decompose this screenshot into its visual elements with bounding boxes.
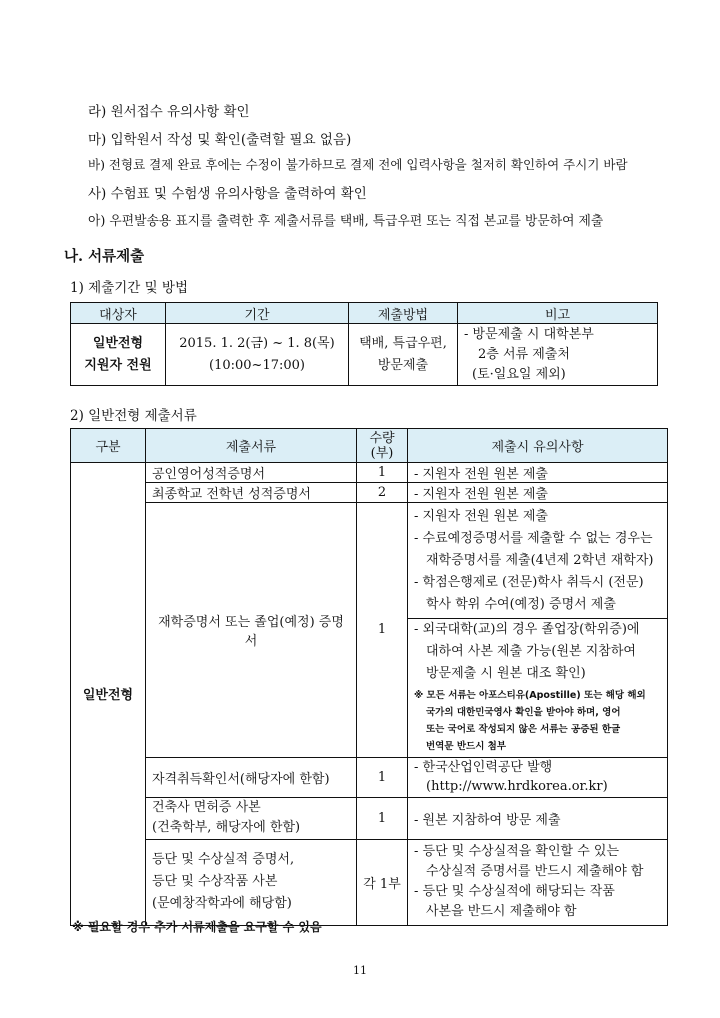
col-period: 기간 bbox=[166, 303, 349, 324]
target-cell: 일반전형 지원자 전원 bbox=[71, 324, 166, 386]
doc-cell: 건축사 면허증 사본 (건축학부, 해당자에 한함) bbox=[146, 797, 357, 839]
note-cell: - 등단 및 수상실적을 확인할 수 있는 수상실적 증명서를 반드시 제출해야 함 - 등단 및 수상실적에 해당되는 작품 사본을 반드시 제출해야 함 bbox=[408, 839, 668, 925]
doc-cell: 최종학교 전학년 성적증명서 bbox=[146, 483, 357, 503]
count-cell: 1 bbox=[357, 797, 408, 839]
col-notes: 제출시 유의사항 bbox=[408, 429, 668, 463]
note-cell: - 지원자 전원 원본 제출 bbox=[408, 483, 668, 503]
doc-cell: 재학증명서 또는 졸업(예정) 증명서 bbox=[146, 503, 357, 758]
table-row bbox=[71, 503, 668, 619]
item-sa: 사) 수험표 및 수험생 유의사항을 출력하여 확인 bbox=[88, 186, 367, 202]
note-cell: - 원본 지참하여 방문 제출 bbox=[408, 797, 668, 839]
subheading-1: 1) 제출기간 및 방법 bbox=[70, 280, 189, 296]
item-ma: 마) 입학원서 작성 및 확인(출력할 필요 없음) bbox=[88, 132, 352, 148]
note-cell: - 외국대학(교)의 경우 졸업장(학위증)에 대하여 사본 제출 가능(원본 지참하여 방문제출 시 원본 대조 확인) bbox=[408, 619, 668, 686]
col-note: 비고 bbox=[458, 303, 658, 324]
note-cell: ※ 모든 서류는 아포스티유(Apostille) 또는 해당 해외 국가의 대한민국영사 확인을 받아야 하며, 영어 또는 국어로 작성되지 않은 서류는 공증된 한글 번역문 반드시 첨부 bbox=[408, 685, 668, 757]
doc-cell: 공인영어성적증명서 bbox=[146, 463, 357, 483]
note-cell: - 지원자 전원 원본 제출 - 수료예정증명서를 제출할 수 없는 경우는 재학증명서를 제출(4년제 2학년 재학자) - 학점은행제로 (전문)학사 취득시 (전문) 학사 학위 수여(예정) 증명서 제출 bbox=[408, 503, 668, 619]
item-ba: 바) 전형료 결제 완료 후에는 수정이 불가하므로 결제 전에 입력사항을 철저히 확인하여 주시기 바람 bbox=[88, 157, 628, 172]
count-cell: 각 1부 bbox=[357, 839, 408, 925]
note-cell: - 한국산업인력공단 발행 (http://www.hrdkorea.or.kr) bbox=[408, 757, 668, 797]
col-target: 대상자 bbox=[71, 303, 166, 324]
page-number: 11 bbox=[353, 964, 367, 977]
footnote: ※ 필요할 경우 추가 서류제출을 요구할 수 있음 bbox=[72, 920, 322, 934]
note-cell: - 방문제출 시 대학본부 2층 서류 제출처 (토·일요일 제외) bbox=[458, 324, 658, 386]
table-row bbox=[71, 483, 668, 503]
count-cell: 1 bbox=[357, 463, 408, 483]
doc-cell: 등단 및 수상실적 증명서, 등단 및 수상작품 사본 (문예창작학과에 해당함) bbox=[146, 839, 357, 925]
col-category: 구분 bbox=[71, 429, 146, 463]
table-row bbox=[71, 839, 668, 925]
col-count: 수량 (부) bbox=[357, 429, 408, 463]
documents-table bbox=[70, 428, 668, 926]
item-a: 아) 우편발송용 표지를 출력한 후 제출서류를 택배, 특급우편 또는 직접 본교를 방문하여 제출 bbox=[88, 214, 604, 229]
doc-cell: 자격취득확인서(해당자에 한함) bbox=[146, 757, 357, 797]
subheading-2: 2) 일반전형 제출서류 bbox=[70, 408, 197, 424]
table-row bbox=[71, 463, 668, 483]
note-cell: - 지원자 전원 원본 제출 bbox=[408, 463, 668, 483]
col-docs: 제출서류 bbox=[146, 429, 357, 463]
table-row bbox=[71, 797, 668, 839]
method-cell: 택배, 특급우편, 방문제출 bbox=[349, 324, 458, 386]
submission-table bbox=[70, 302, 658, 386]
count-cell: 1 bbox=[357, 757, 408, 797]
count-cell: 1 bbox=[357, 503, 408, 758]
section-title: 나. 서류제출 bbox=[64, 248, 145, 265]
table-row bbox=[71, 757, 668, 797]
period-cell: 2015. 1. 2(금) ~ 1. 8(목) (10:00~17:00) bbox=[166, 324, 349, 386]
count-cell: 2 bbox=[357, 483, 408, 503]
category-cell: 일반전형 bbox=[71, 463, 146, 926]
item-ra: 라) 원서접수 유의사항 확인 bbox=[88, 104, 250, 120]
col-method: 제출방법 bbox=[349, 303, 458, 324]
